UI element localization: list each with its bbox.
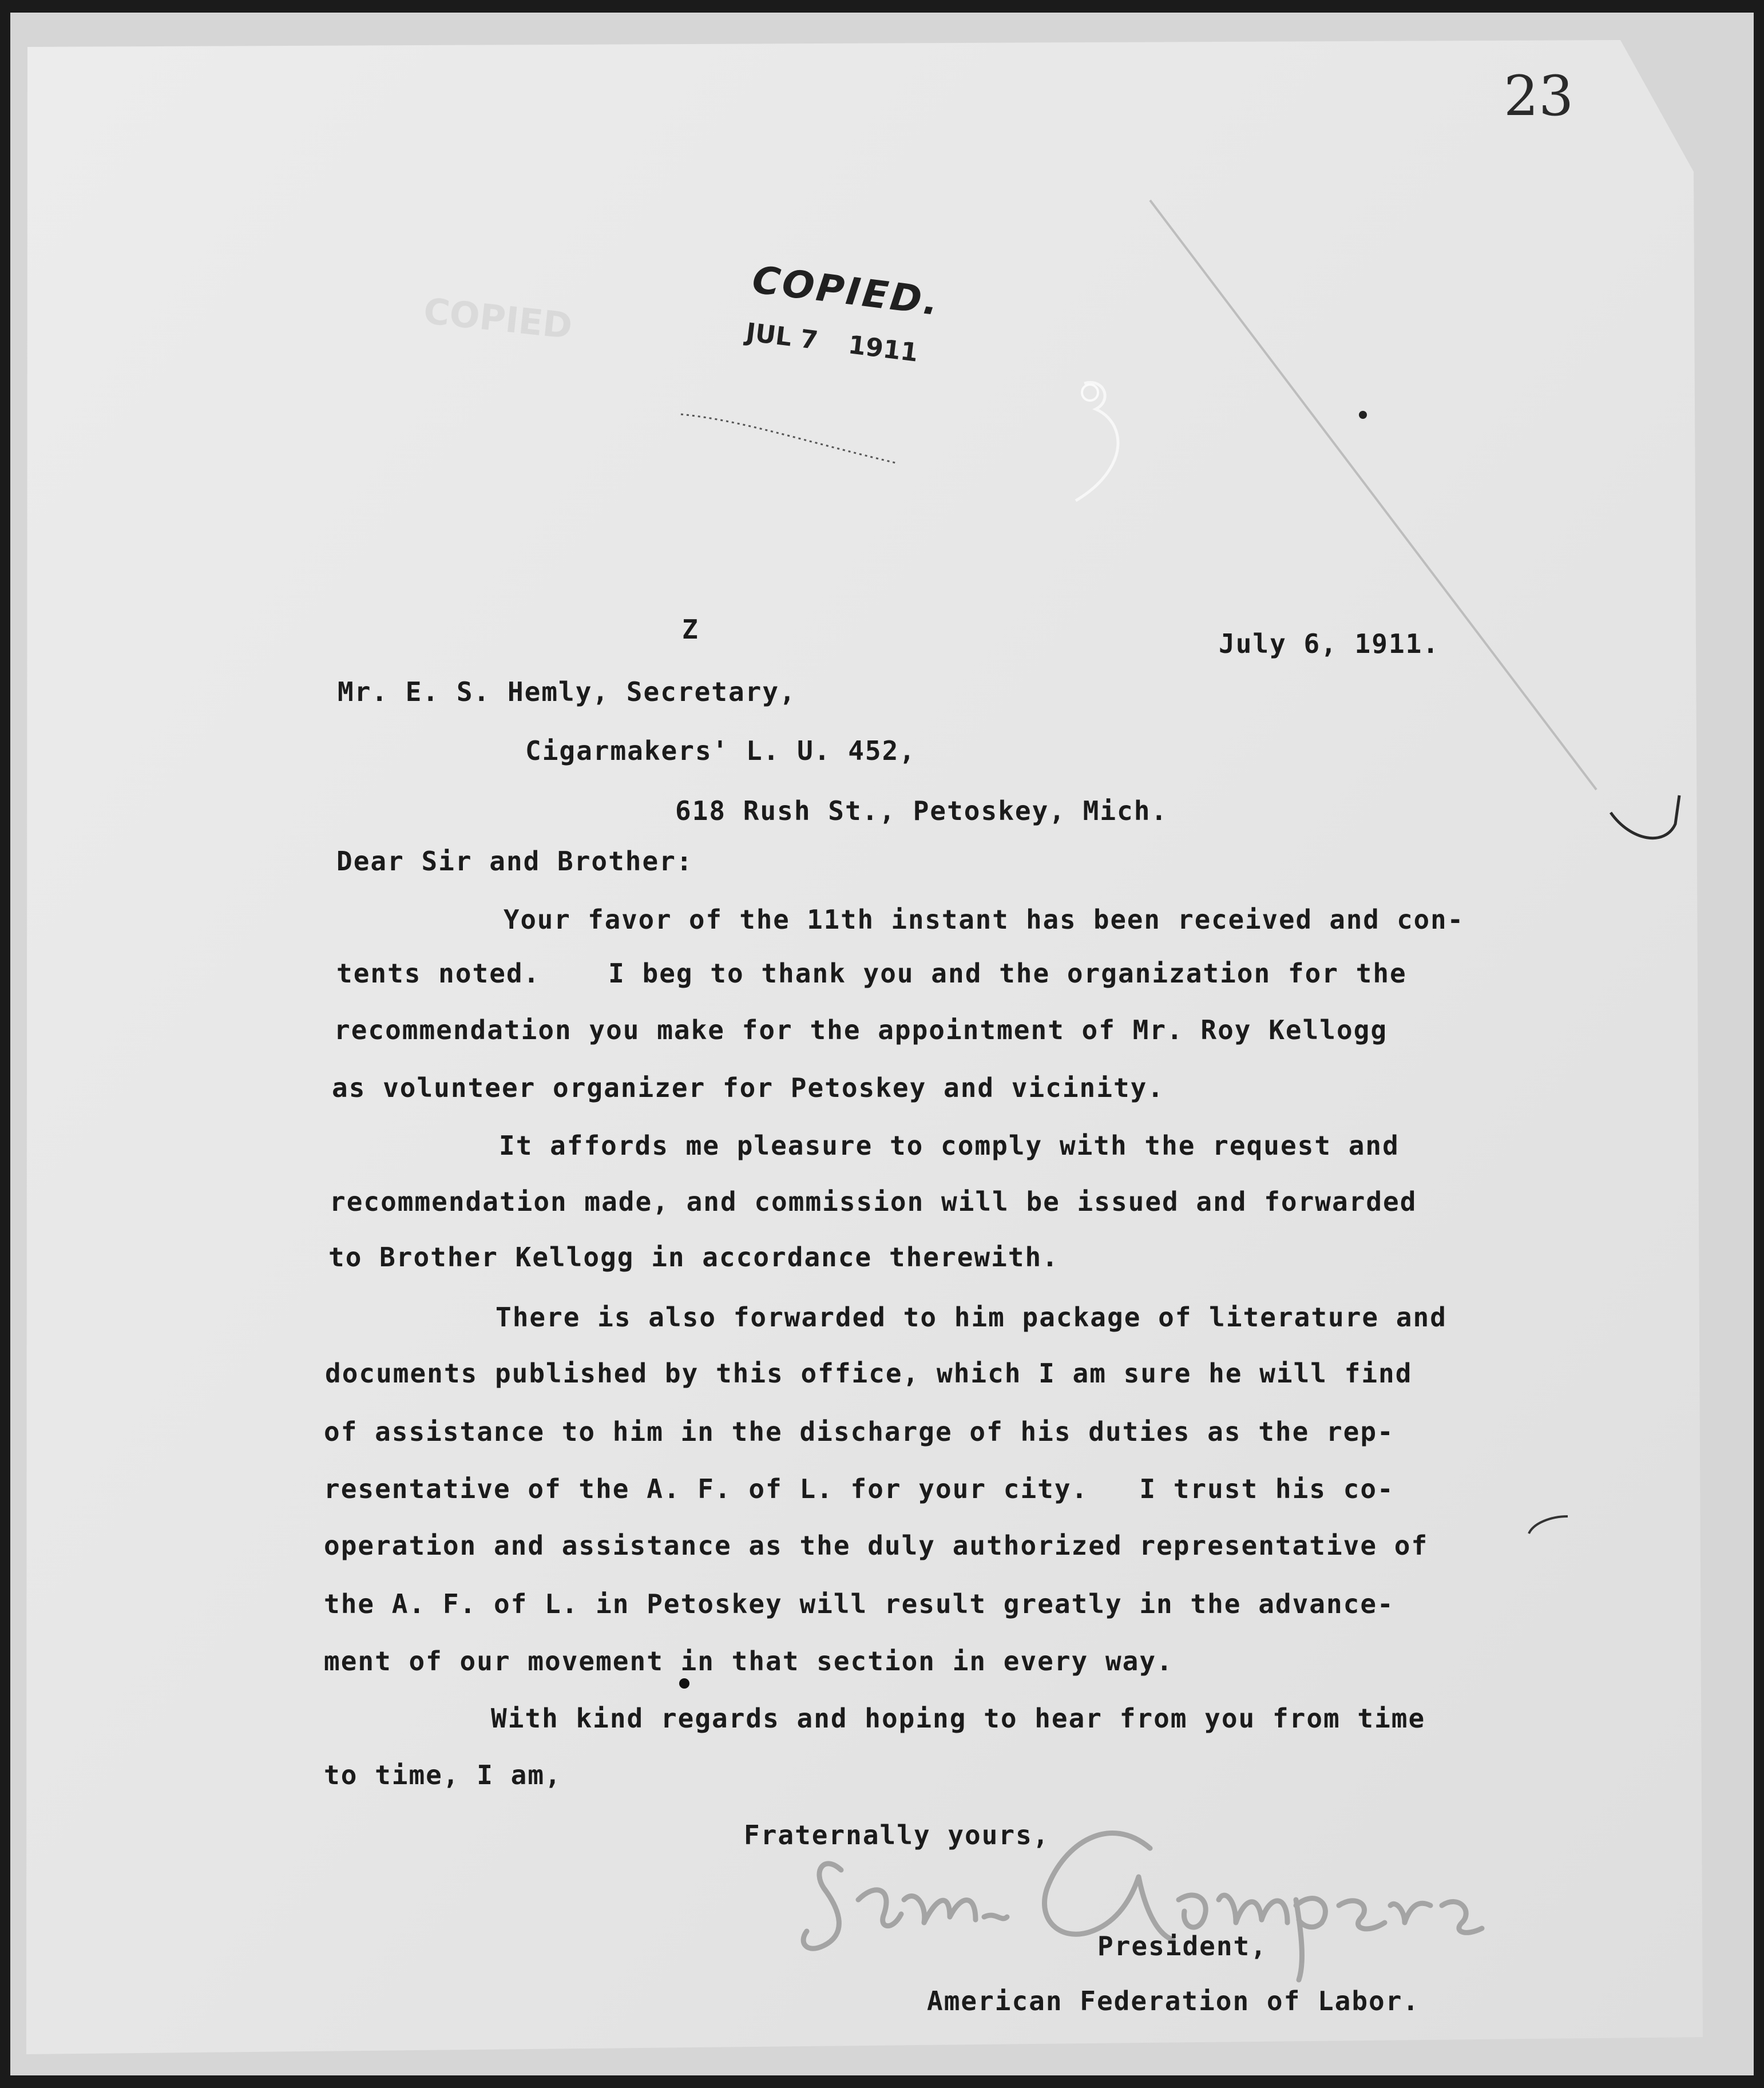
address-line-2: Cigarmakers' L. U. 452, [525,735,916,766]
body-line: It affords me pleasure to comply with the request and [499,1130,1400,1161]
body-line: There is also forwarded to him package of literature and [495,1302,1447,1333]
closing: Fraternally yours, [744,1820,1050,1851]
body-line: recommendation you make for the appointment of Mr. Roy Kellogg [334,1015,1388,1045]
body-line: documents published by this office, which I am sure he will find [325,1358,1413,1389]
body-line: operation and assistance as the duly authorized representative of [324,1530,1429,1561]
address-line-1: Mr. E. S. Hemly, Secretary, [338,676,796,707]
typist-initial: Z [682,614,699,645]
body-line: recommendation made, and commission will be issued and forwarded [330,1186,1417,1217]
body-line: tents noted. I beg to thank you and the organization for the [336,958,1407,989]
signer-title: President, [1097,1931,1267,1962]
organization-name: American Federation of Labor. [927,1986,1420,2016]
body-line: the A. F. of L. in Petoskey will result greatly in the advance- [324,1588,1394,1619]
stamp-month-day: JUL 7 [744,318,820,356]
body-line: With kind regards and hoping to hear from you from time [491,1703,1426,1734]
body-line: to time, I am, [324,1760,562,1790]
body-line: Your favor of the 11th instant has been received and con- [504,904,1465,935]
body-line: resentative of the A. F. of L. for your city. I trust his co- [324,1473,1394,1504]
letter-date: July 6, 1911. [1219,628,1440,659]
body-line: of assistance to him in the discharge of his duties as the rep- [324,1416,1394,1447]
stamp-label: COPIED. [750,257,943,324]
page-number: 23 [1504,64,1574,128]
stamp-year: 1911 [846,330,920,368]
body-line: as volunteer organizer for Petoskey and vicinity. [332,1072,1165,1103]
faint-offset-stamp: COPIED [421,290,574,347]
salutation: Dear Sir and Brother: [336,846,693,877]
body-line: to Brother Kellogg in accordance therewith. [328,1242,1059,1273]
address-line-3: 618 Rush St., Petoskey, Mich. [675,795,1168,826]
body-line: ment of our movement in that section in every way. [324,1646,1174,1677]
